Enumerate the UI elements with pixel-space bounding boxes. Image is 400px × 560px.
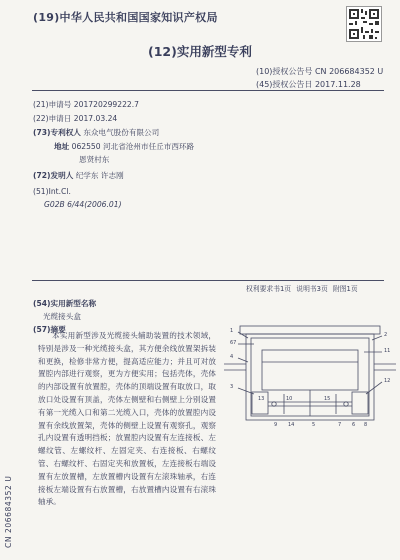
label-11: 11 xyxy=(384,348,391,354)
address-label: 地址 xyxy=(54,142,70,151)
publication-number: (10)授权公告号 CN 206684352 U xyxy=(256,67,384,76)
address-line-1: 062550 河北省沧州市任丘市西环路 xyxy=(71,142,195,151)
application-number: (21)申请号 201720299222.7 xyxy=(33,100,140,109)
address xyxy=(54,141,194,152)
patentee xyxy=(33,127,159,138)
title-label: (54)实用新型名称 xyxy=(33,299,97,308)
label-9: 9 xyxy=(274,422,278,428)
int-cl-label: (51)Int.Cl. xyxy=(33,187,71,196)
qr-code xyxy=(346,6,382,42)
address-line-2: 恩贤村东 xyxy=(79,155,110,164)
label-67: 67 xyxy=(230,340,237,346)
patentee-label: (73)专利权人 xyxy=(33,128,81,137)
section-divider xyxy=(32,280,384,281)
page-counts: 权利要求书1页 说明书3页 附图1页 xyxy=(246,285,358,293)
top-cover xyxy=(240,326,380,334)
label-7: 7 xyxy=(338,422,342,428)
inventors xyxy=(33,170,124,181)
patentee-name: 东众电气股份有限公司 xyxy=(83,128,160,137)
label-8: 8 xyxy=(364,422,368,428)
inventor-label: (72)发明人 xyxy=(33,171,74,180)
publication-date: (45)授权公告日 2017.11.28 xyxy=(256,80,361,89)
label-13: 13 xyxy=(258,396,265,402)
utility-model-title: 光缆接头盒 xyxy=(43,312,81,321)
inventor-names: 纪学东 许志刚 xyxy=(75,171,124,180)
label-3: 3 xyxy=(230,384,234,390)
document-type: (12)实用新型专利 xyxy=(148,44,252,59)
label-2: 2 xyxy=(384,332,388,338)
label-1: 1 xyxy=(230,328,234,334)
label-6: 6 xyxy=(352,422,356,428)
right-connecting-plate xyxy=(352,392,368,414)
storage-rack xyxy=(262,350,358,390)
application-date: (22)申请日 2017.03.24 xyxy=(33,114,118,123)
label-14: 14 xyxy=(288,422,295,428)
label-15: 15 xyxy=(324,396,331,402)
side-publication-number: CN 206684352 U xyxy=(4,475,13,548)
label-4: 4 xyxy=(230,354,234,360)
header-divider xyxy=(32,90,384,91)
label-5: 5 xyxy=(312,422,316,428)
label-12: 12 xyxy=(384,378,391,384)
label-10: 10 xyxy=(286,396,293,402)
abstract-text: 本实用新型涉及光缆接头辅助装置的技术领域，特别是涉及一种光缆接头盒，其方便余线放置架拆装和更换，检修非常方便，提高适应能力；并且可对放置腔内部进行观察，更为方便实用；包括壳体，壳体的内部设置有放置腔，壳体的顶端设置有取放口，取放口处设置有顶盖，壳体左侧壁和右侧壁上分别设置有第一光缆入口和第二光缆入口，壳体的放置腔内设置有余线放置架，壳体的侧壁上设置有观察孔，观察孔内设置有透明挡板；放置腔内设置有左连接板、左螺纹管、左螺纹杆、左固定夹、右连接板、右螺纹管、右螺纹杆、右固定夹和放置板，左连接板右端设置有左放置槽，左放置槽内设置有左滚珠轴承，右连接板左端设置有右放置槽，右放置槽内设置有右滚珠轴承。 xyxy=(38,331,216,507)
issuing-office: (19)中华人民共和国国家知识产权局 xyxy=(33,11,218,24)
abstract-label: (57)摘要 xyxy=(33,325,66,334)
technical-drawing xyxy=(224,322,396,428)
int-cl-value: G02B 6/44(2006.01) xyxy=(44,200,122,209)
